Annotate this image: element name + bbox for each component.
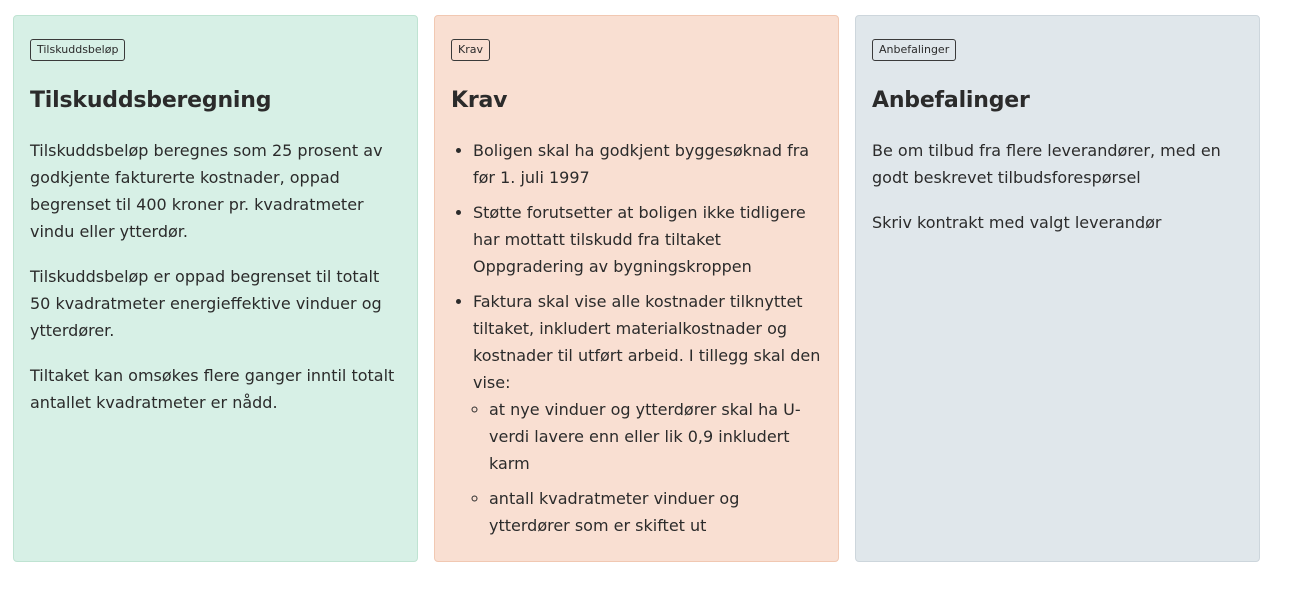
requirement-item: • Boligen skal ha godkjent byggesøknad fra før 1. juli 1997: [473, 137, 822, 191]
requirement-item: • Støtte forutsetter at boligen ikke tidligere har mottatt tilskudd fra tiltaket Oppgradering av bygningskroppen: [473, 199, 822, 280]
requirements-list: [451, 137, 822, 539]
card-tag: Anbefalinger: [872, 39, 956, 61]
card-tag: Krav: [451, 39, 490, 61]
card-title: Anbefalinger: [872, 88, 1030, 113]
grant-calculation-card: [13, 15, 418, 562]
requirement-item: [473, 288, 822, 539]
requirements-card: [434, 15, 839, 562]
card-paragraph: Be om tilbud fra flere leverandører, med en godt beskrevet tilbudsforespørsel: [872, 141, 1221, 187]
card-title: Tilskuddsberegning: [30, 88, 272, 113]
card-paragraph: Tilskuddsbeløp er oppad begrenset til totalt 50 kvadratmeter energieffektive vinduer og ytterdører.: [30, 267, 382, 340]
card-paragraph: Skriv kontrakt med valgt leverandør: [872, 213, 1162, 232]
cards-row: [13, 15, 1260, 562]
card-tag: Tilskuddsbeløp: [30, 39, 125, 61]
card-paragraph: Tiltaket kan omsøkes flere ganger inntil totalt antallet kvadratmeter er nådd.: [30, 366, 395, 412]
card-paragraph: Tilskuddsbeløp beregnes som 25 prosent av godkjente fakturerte kostnader, oppad begrenset til 400 kroner pr. kvadratmeter vindu eller ytterdør.: [30, 141, 383, 241]
requirement-subitem: ◦ at nye vinduer og ytterdører skal ha U-verdi lavere enn eller lik 0,9 inkludert karm: [489, 396, 822, 477]
requirement-item-text: Faktura skal vise alle kostnader tilknyttet tiltaket, inkludert materialkostnader og kostnader til utført arbeid. I tillegg skal den vise:: [473, 292, 821, 392]
requirement-sublist: [473, 396, 822, 539]
recommendations-card: [855, 15, 1260, 562]
card-title: Krav: [451, 88, 508, 113]
requirement-subitem: ◦ antall kvadratmeter vinduer og ytterdører som er skiftet ut: [489, 485, 822, 539]
